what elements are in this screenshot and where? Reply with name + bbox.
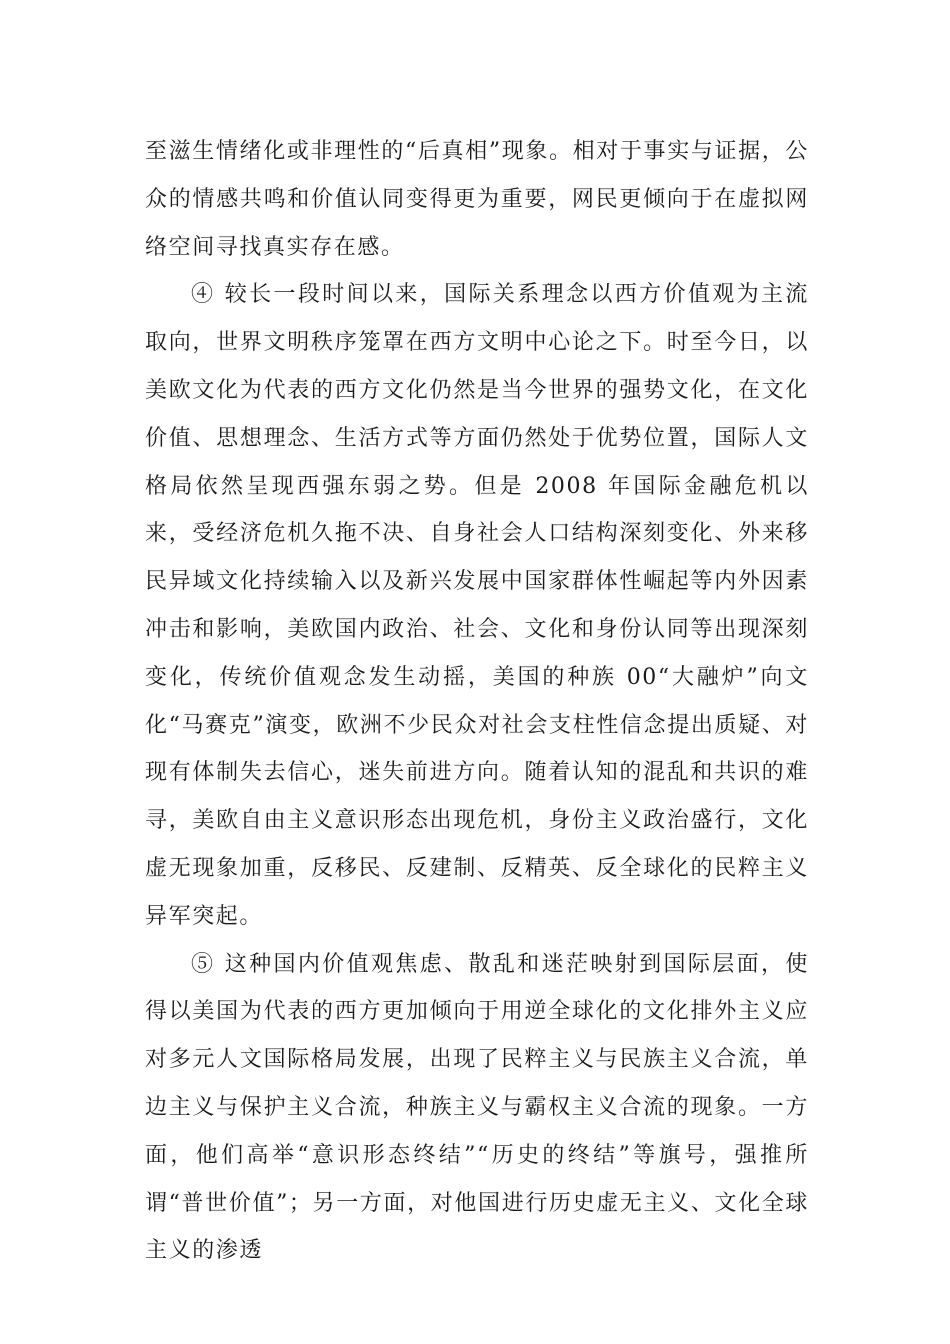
paragraph-4: ④ 较长一段时间以来，国际关系理念以西方价值观为主流取向，世界文明秩序笼罩在西方文明中心论之下。时至今日，以美欧文化为代表的西方文化仍然是当今世界的强势文化，在文化价值、思想理念、生活方式等方面仍然处于优势位置，国际人文格局依然呈现西强东弱之势。但是 2008 年国际金融危机以来，受经济危机久拖不决、自身社会人口结构深刻变化、外来移民异域文化持续输入以及新兴发展中国家群体性崛起等内外因素冲击和影响，美欧国内政治、社会、文化和身份认同等出现深刻变化，传统价值观念发生动摇，美国的种族 00“大融炉”向文化“马赛克”演变，欧洲不少民众对社会支柱性信念提出质疑、对现有体制失去信心，迷失前进方向。随着认知的混乱和共识的难寻，美欧自由主义意识形态出现危机，身份主义政治盛行，文化虚无现象加重，反移民、反建制、反精英、反全球化的民粹主义异军突起。	[145, 282, 809, 929]
document-body	[145, 128, 809, 1275]
paragraph-continuation: 至滋生情绪化或非理性的“后真相”现象。相对于事实与证据，公众的情感共鸣和价值认同变得更为重要，网民更倾向于在虚拟网络空间寻找真实存在感。	[145, 139, 809, 260]
paragraph-5: ⑤ 这种国内价值观焦虑、散乱和迷茫映射到国际层面，使得以美国为代表的西方更加倾向于用逆全球化的文化排外主义应对多元人文国际格局发展，出现了民粹主义与民族主义合流，单边主义与保护主义合流，种族主义与霸权主义合流的现象。一方面，他们高举“意识形态终结”“历史的终结”等旗号，强推所谓“普世价值”；另一方面，对他国进行历史虚无主义、文化全球主义的渗透	[145, 951, 809, 1264]
